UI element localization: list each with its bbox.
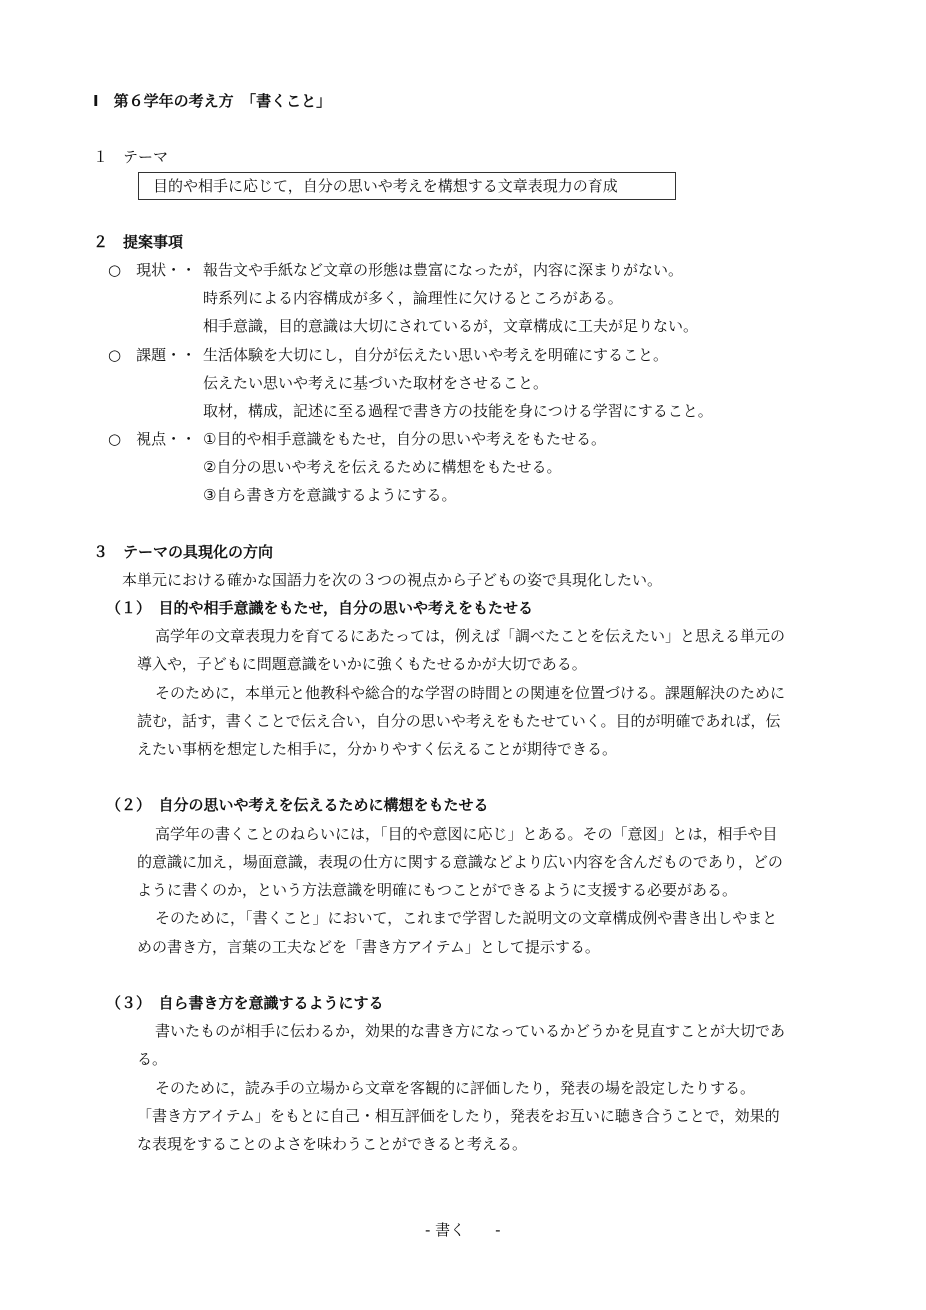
subsection2-title: （２） 自分の思いや考えを伝えるために構想をもたせる — [106, 796, 489, 814]
issue-label: ○ 課題・・ — [108, 346, 197, 364]
issue-line: 伝えたい思いや考えに基づいた取材をさせること。 — [203, 374, 549, 392]
paragraph-line: 読む，話す，書くことで伝え合い，自分の思いや考えをもたせていく。目的が明確であれば，伝 — [137, 712, 781, 730]
section3-intro: 本単元における確かな国語力を次の３つの視点から子どもの姿で具現化したい。 — [122, 571, 663, 589]
viewpoint-line: ③自ら書き方を意識するようにする。 — [203, 486, 457, 504]
status-line: 時系列による内容構成が多く，論理性に欠けるところがある。 — [203, 289, 623, 307]
theme-box — [138, 172, 676, 200]
viewpoint-line: ①目的や相手意識をもたせ，自分の思いや考えをもたせる。 — [203, 430, 607, 448]
paragraph-line: えたい事柄を想定した相手に，分かりやすく伝えることが期待できる。 — [137, 740, 618, 758]
paragraph-line: 書いたものが相手に伝わるか，効果的な書き方になっているかどうかを見直すことが大切であ — [155, 1022, 786, 1040]
status-line: 報告文や手紙など文章の形態は豊富になったが，内容に深まりがない。 — [203, 261, 684, 279]
status-label: ○ 現状・・ — [108, 261, 197, 279]
paragraph-line: そのために，「書くこと」において，これまで学習した説明文の文章構成例や書き出しやまと — [155, 909, 778, 927]
paragraph-line: そのために，読み手の立場から文章を客観的に評価したり，発表の場を設定したりする。 — [155, 1079, 756, 1097]
paragraph-line: めの書き方，言葉の工夫などを「書き方アイテム」として提示する。 — [137, 938, 600, 956]
theme-text: 目的や相手に応じて，自分の思いや考えを構想する文章表現力の育成 — [153, 177, 618, 195]
paragraph-line: 高学年の書くことのねらいには，「目的や意図に応じ」とある。その「意図」とは，相手や目 — [155, 825, 778, 843]
subsection1-title: （１） 目的や相手意識をもたせ，自分の思いや考えをもたせる — [106, 599, 534, 617]
paragraph-line: ように書くのか，という方法意識を明確にもつことができるように支援する必要がある。 — [137, 881, 738, 899]
issue-line: 取材，構成，記述に至る過程で書き方の技能を身につける学習にすること。 — [203, 402, 713, 420]
status-line: 相手意識，目的意識は大切にされているが，文章構成に工夫が足りない。 — [203, 317, 699, 335]
paragraph-line: 「書き方アイテム」をもとに自己・相互評価をしたり，発表をお互いに聴き合うことで，効果的 — [137, 1107, 780, 1125]
document-heading: Ⅰ 第６学年の考え方 「書くこと」 — [93, 92, 332, 110]
paragraph-line: 的意識に加え，場面意識，表現の仕方に関する意識などより広い内容を含んだものであり，どの — [137, 853, 783, 871]
paragraph-line: 導入や，子どもに問題意識をいかに強くもたせるかが大切である。 — [137, 655, 587, 673]
paragraph-line: な表現をすることのよさを味わうことができると考える。 — [137, 1135, 528, 1153]
issue-line: 生活体験を大切にし，自分が伝えたい思いや考えを明確にすること。 — [203, 346, 669, 364]
viewpoint-line: ②自分の思いや考えを伝えるために構想をもたせる。 — [203, 458, 562, 476]
paragraph-line: 高学年の文章表現力を育てるにあたっては，例えば「調べたことを伝えたい」と思える単元の — [155, 627, 786, 645]
section2-title: ２ 提案事項 — [93, 233, 184, 251]
paragraph-line: る。 — [137, 1050, 168, 1068]
subsection3-title: （３） 自ら書き方を意識するようにする — [106, 994, 384, 1012]
viewpoint-label: ○ 視点・・ — [108, 430, 197, 448]
section1-title: １ テーマ — [93, 148, 169, 166]
section3-title: ３ テーマの具現化の方向 — [93, 543, 274, 561]
paragraph-line: そのために，本単元と他教科や総合的な学習の時間との関連を位置づける。課題解決のために — [155, 684, 786, 702]
page-footer: - 書く - — [425, 1221, 501, 1239]
